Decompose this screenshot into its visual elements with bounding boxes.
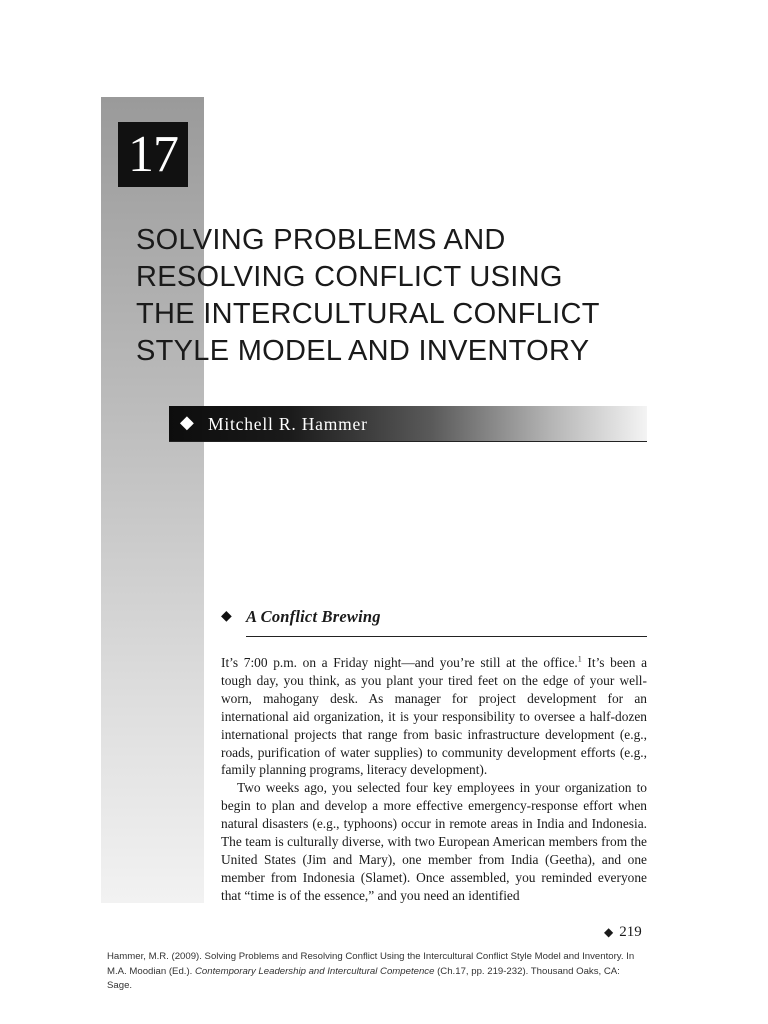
section-rule <box>246 636 647 637</box>
paragraph: Two weeks ago, you selected four key employees in your organization to begin to plan and develop a more effective emergency-response effort when natural disasters (e.g., typhoons) occur in remote areas in India and Indonesia. The team is culturally diverse, with two European American members from the United States (Jim and Mary), one member from India (Geetha), and one member from Indonesia (Slamet). Once assembled, you reminded everyone that “time is of the essence,” and you need an identified <box>221 780 647 903</box>
page-number <box>604 922 642 942</box>
citation-text: Hammer, M.R. (2009). Solving Problems and Resolving Conflict Using the Intercultural Conflict Style Model and Inventory. In M.A. Moodian (Ed.). <box>107 951 635 977</box>
body-text <box>221 654 647 905</box>
chapter-title-line: STYLE MODEL AND INVENTORY <box>136 335 590 367</box>
section-heading: A Conflict Brewing <box>246 607 381 626</box>
chapter-title <box>136 222 696 370</box>
citation-text: (Ch.17, pp. 219-232). Thousand Oaks, CA: Sage. <box>107 965 620 991</box>
chapter-title-line: RESOLVING CONFLICT USING <box>136 261 563 293</box>
paragraph-text: It’s been a tough day, you think, as you plant your tired feet on the edge of your well-worn, mahogany desk. As manager for project development for an international aid organization, it is your responsibility to oversee a half-dozen international projects that range from basic infrastructure development (e.g., roads, purification of water supplies) to community development efforts (e.g., family planning programs, literacy development). <box>221 655 648 778</box>
diamond-icon: ◆ <box>604 925 614 939</box>
author-name: Mitchell R. Hammer <box>208 414 368 434</box>
chapter-number: 17 <box>118 122 188 187</box>
chapter-title-line: THE INTERCULTURAL CONFLICT <box>136 298 600 330</box>
citation-book-title: Contemporary Leadership and Intercultural Competence <box>194 965 435 977</box>
diamond-icon: ◆ <box>180 412 194 433</box>
page-number-value: 219 <box>619 924 642 940</box>
citation <box>107 950 647 994</box>
chapter-title-line: SOLVING PROBLEMS AND <box>136 224 506 256</box>
diamond-icon: ◆ <box>221 608 232 624</box>
paragraph <box>221 654 647 779</box>
chapter-side-band <box>101 97 204 903</box>
footnote-marker[interactable]: 1 <box>577 654 582 664</box>
paragraph-text: It’s 7:00 p.m. on a Friday night—and you’re still at the office. <box>221 655 578 670</box>
